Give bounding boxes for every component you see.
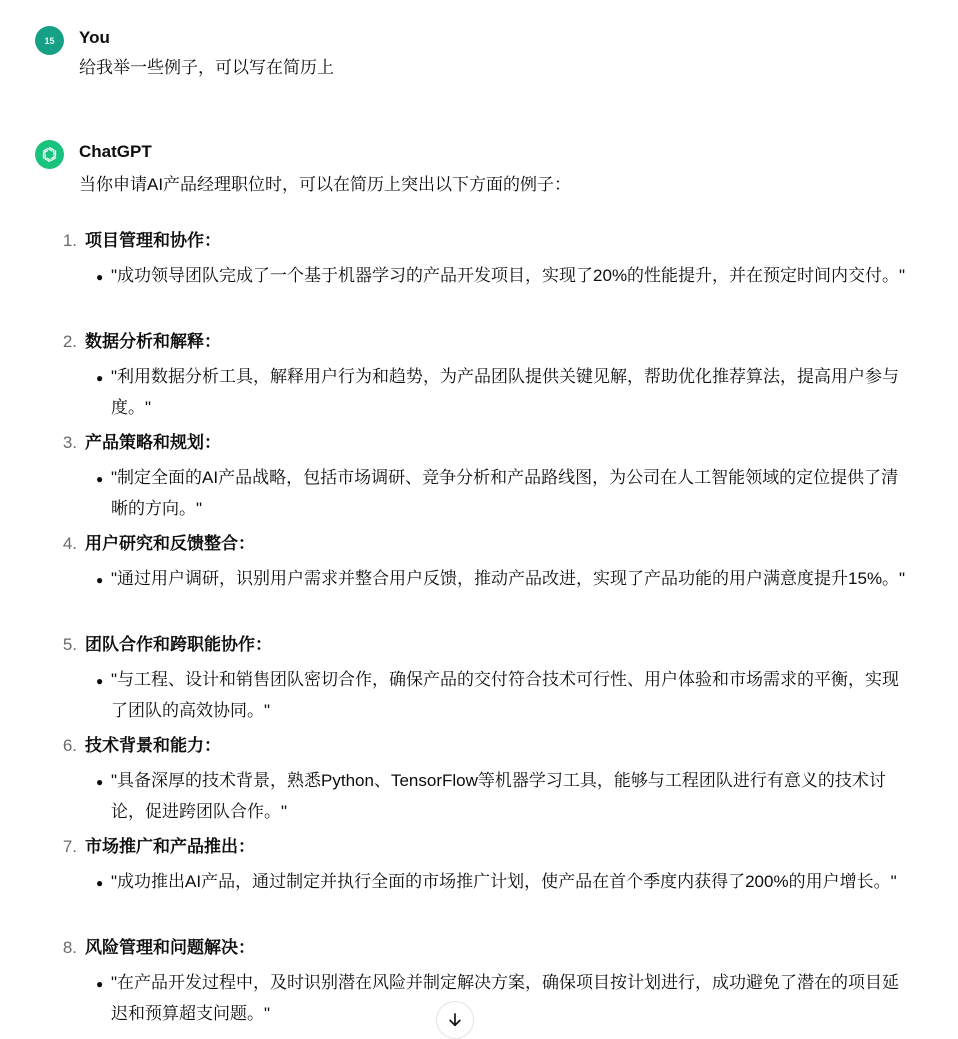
- list-item-number: 2.: [62, 332, 77, 351]
- list-item-number: 6.: [62, 736, 77, 755]
- list-item: [59, 934, 915, 1035]
- list-item-description: "具备深厚的技术背景，熟悉Python、TensorFlow等机器学习工具，能够与工程团队进行有意义的技术讨论，促进跨团队合作。": [111, 771, 886, 821]
- list-item-number: 3.: [62, 433, 77, 452]
- user-message-text: 给我举一些例子，可以写在简历上: [79, 58, 334, 77]
- list-item-description: "成功推出AI产品，通过制定并执行全面的市场推广计划，使产品在首个季度内获得了200%的用户增长。": [111, 872, 897, 891]
- list-item-title: 团队合作和跨职能协作：: [85, 635, 272, 654]
- list-item-number: 8.: [62, 938, 77, 957]
- list-item-title: 市场推广和产品推出：: [85, 837, 255, 856]
- list-item-title: 产品策略和规划：: [85, 433, 221, 452]
- bullet-icon: ●: [96, 876, 104, 890]
- list-item-title: 用户研究和反馈整合：: [85, 534, 255, 553]
- bullet-icon: ●: [96, 977, 104, 991]
- arrow-down-icon: [446, 1011, 464, 1029]
- bullet-icon: ●: [96, 371, 104, 385]
- list-item-title: 技术背景和能力：: [85, 736, 221, 755]
- user-author-name: You: [79, 28, 110, 47]
- list-item: [59, 530, 915, 631]
- list-item-number: 1.: [62, 231, 77, 250]
- openai-logo-icon: [35, 140, 64, 169]
- list-item-number: 5.: [62, 635, 77, 654]
- list-item-description: "利用数据分析工具，解释用户行为和趋势，为产品团队提供关键见解，帮助优化推荐算法，提高用户参与度。": [111, 367, 900, 417]
- list-item-title: 数据分析和解释：: [85, 332, 221, 351]
- bullet-icon: ●: [96, 270, 104, 284]
- list-item-description: "在产品开发过程中，及时识别潜在风险并制定解决方案，确保项目按计划进行，成功避免了潜在的项目延迟和预算超支问题。": [111, 973, 900, 1023]
- user-avatar-label: 15: [44, 35, 55, 46]
- list-item-number: 4.: [62, 534, 77, 553]
- list-item-description: "通过用户调研，识别用户需求并整合用户反馈，推动产品改进，实现了产品功能的用户满意度提升15%。": [111, 569, 906, 588]
- list-item-title: 项目管理和协作：: [85, 231, 221, 250]
- list-item: [59, 833, 915, 934]
- list-item-number: 7.: [62, 837, 77, 856]
- list-item-title: 风险管理和问题解决：: [85, 938, 255, 957]
- scroll-to-bottom-button[interactable]: [436, 1001, 474, 1039]
- list-item-description: "制定全面的AI产品战略，包括市场调研、竞争分析和产品路线图，为公司在人工智能领域的定位提供了清晰的方向。": [111, 468, 899, 518]
- user-avatar: [35, 26, 64, 55]
- list-item: [59, 429, 915, 530]
- list-item-description: "与工程、设计和销售团队密切合作，确保产品的交付符合技术可行性、用户体验和市场需求的平衡，实现了团队的高效协同。": [111, 670, 900, 720]
- list-item: [59, 631, 915, 732]
- list-item: [59, 328, 915, 429]
- bullet-icon: ●: [96, 573, 104, 587]
- list-item-description: "成功领导团队完成了一个基于机器学习的产品开发项目，实现了20%的性能提升，并在预定时间内交付。": [111, 266, 906, 285]
- example-list: [59, 227, 915, 1035]
- bullet-icon: ●: [96, 775, 104, 789]
- bullet-icon: ●: [96, 674, 104, 688]
- bullet-icon: ●: [96, 472, 104, 486]
- assistant-author-name: ChatGPT: [79, 142, 152, 161]
- list-item: [59, 732, 915, 833]
- assistant-intro-text: 当你申请AI产品经理职位时，可以在简历上突出以下方面的例子：: [79, 175, 572, 194]
- list-item: [59, 227, 915, 328]
